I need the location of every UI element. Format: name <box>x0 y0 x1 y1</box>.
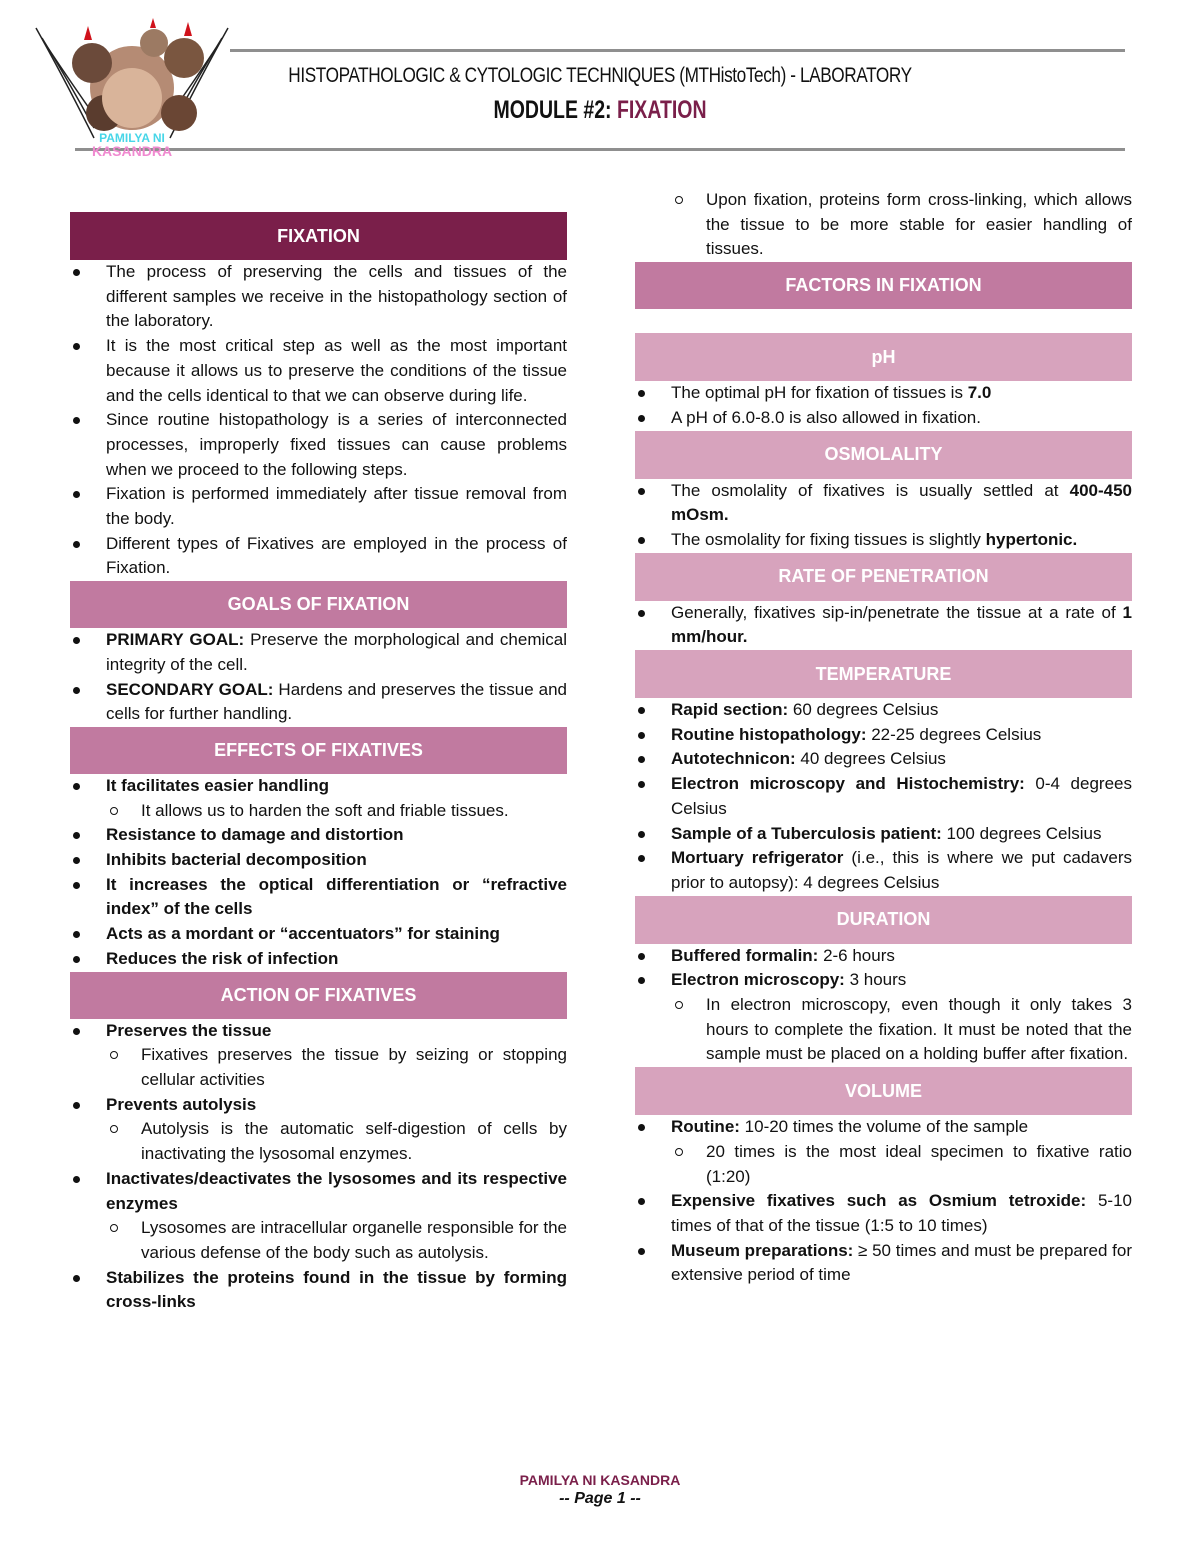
text-run: Fixation is performed immediately after tissue removal from the body. <box>106 484 567 529</box>
module-title <box>132 96 1068 125</box>
text-run: 0-4 degrees Celsius <box>671 774 1132 818</box>
sub-list-item <box>635 1140 1132 1189</box>
list-item <box>635 381 1132 406</box>
text-run: Different types of Fixatives are employed in the process of Fixation. <box>106 533 567 578</box>
bold-text: 7.0 <box>967 383 992 403</box>
bold-text: 400-450 mOsm. <box>671 480 1132 525</box>
bold-text: PRIMARY GOAL: <box>106 630 251 650</box>
section-goals-of-fixation <box>70 581 567 727</box>
text-run: The osmolality for fixing tissues is slightly <box>671 529 986 549</box>
bold-text: Expensive fixatives such as Osmium tetroxide: <box>671 1191 1098 1211</box>
section-effects-of-fixatives <box>70 727 567 972</box>
section-header: EFFECTS OF FIXATIVES <box>70 727 567 774</box>
bold-text: Preserves the tissue <box>106 1020 272 1040</box>
list-item <box>635 968 1132 993</box>
list-item <box>635 944 1132 969</box>
footer-group-name: PAMILYA NI KASANDRA <box>519 1472 681 1488</box>
section-header: pH <box>635 333 1132 381</box>
bullet-list <box>635 698 1132 896</box>
text-run: (i.e., this is where we put cadavers prior to autopsy): 4 degrees Celsius <box>671 848 1132 892</box>
section-factors-in-fixation <box>635 262 1132 309</box>
bold-text: It facilitates easier handling <box>106 775 329 795</box>
text-run: Generally, fixatives sip-in/penetrate the tissue at a rate of <box>671 602 1123 622</box>
text-run: A pH of 6.0-8.0 is also allowed in fixation. <box>671 407 981 427</box>
list-item <box>70 532 567 581</box>
text-run: 100 degrees Celsius <box>946 823 1102 843</box>
bold-text: Museum preparations: <box>671 1240 859 1260</box>
sub-list-item <box>635 993 1132 1067</box>
text-run: 10-20 times the volume of the sample <box>744 1117 1029 1137</box>
bold-text: Routine histopathology: <box>671 724 872 744</box>
text-run: Hardens and preserves the tissue and cells for further handling. <box>106 679 567 724</box>
bullet-list <box>635 1115 1132 1288</box>
list-item <box>70 1266 567 1315</box>
list-item <box>635 1189 1132 1238</box>
bold-text: Stabilizes the proteins found in the tissue by forming cross-links <box>106 1267 567 1312</box>
text-run: In electron microscopy, even though it only takes 3 hours to complete the fixation. It must be noted that the sample must be placed on a holding buffer after fixation. <box>706 995 1132 1064</box>
bold-text: Electron microscopy: <box>671 970 850 990</box>
list-item <box>70 678 567 727</box>
bold-text: 1 mm/hour. <box>671 602 1132 647</box>
bold-text: Mortuary refrigerator <box>671 848 852 868</box>
bold-text: Autotechnicon: <box>671 749 801 769</box>
section-volume <box>635 1067 1132 1288</box>
text-run: It allows us to harden the soft and friable tissues. <box>141 800 509 820</box>
bold-text: Resistance to damage and distortion <box>106 825 404 845</box>
text-run: The process of preserving the cells and tissues of the different samples we receive in the histopathology section of the laboratory. <box>106 262 567 331</box>
text-run: The optimal pH for fixation of tissues is <box>671 383 968 403</box>
list-item <box>635 1115 1132 1140</box>
text-run: 20 times is the most ideal specimen to fixative ratio (1:20) <box>706 1141 1132 1186</box>
list-item <box>70 774 567 799</box>
section-fixation <box>70 212 567 581</box>
module-topic: FIXATION <box>616 96 707 124</box>
list-item <box>635 723 1132 748</box>
section-continuation <box>635 188 1132 262</box>
page-number: -- Page 1 -- <box>559 1490 641 1507</box>
list-item <box>70 628 567 677</box>
text-run: 60 degrees Celsius <box>792 700 939 720</box>
list-item <box>70 482 567 531</box>
section-header: ACTION OF FIXATIVES <box>70 972 567 1019</box>
sub-list-item <box>70 799 567 824</box>
course-title: HISTOPATHOLOGIC & CYTOLOGIC TECHNIQUES (MTHistoTech) - LABORATORY <box>288 64 912 87</box>
section-header: VOLUME <box>635 1067 1132 1115</box>
family-logo <box>34 18 230 158</box>
list-item <box>70 260 567 334</box>
bold-text: Sample of a Tuberculosis patient: <box>671 823 947 843</box>
bold-text: It increases the optical differentiation or “refractive index” of the cells <box>106 874 567 919</box>
sub-list-item <box>635 188 1132 262</box>
left-column <box>70 212 567 1315</box>
text-run: The osmolality of fixatives is usually settled at <box>671 480 1070 500</box>
text-run: 22-25 degrees Celsius <box>871 724 1042 744</box>
section-ph <box>635 333 1132 430</box>
module-prefix: MODULE #2: <box>493 96 617 124</box>
text-run: Lysosomes are intracellular organelle responsible for the various defense of the body such as autolysis. <box>141 1218 567 1262</box>
bullet-list <box>635 601 1132 650</box>
list-item <box>70 1093 567 1118</box>
right-column <box>635 188 1132 1288</box>
sub-list-item <box>70 1043 567 1092</box>
text-run: Upon fixation, proteins form cross-linking, which allows the tissue to be more stable for easier handling of tissues. <box>706 190 1132 259</box>
section-header: RATE OF PENETRATION <box>635 553 1132 601</box>
bullet-list <box>70 774 567 972</box>
list-item <box>70 823 567 848</box>
list-item <box>635 479 1132 528</box>
text-run: 40 degrees Celsius <box>800 749 946 769</box>
bold-text: Buffered formalin: <box>671 945 824 965</box>
text-run: It is the most critical step as well as the most important because it allows us to preserve the conditions of the tissue and the cells identical to that we can observe during life. <box>106 336 567 405</box>
bold-text: Electron microscopy and Histochemistry: <box>671 774 1036 794</box>
section-header: FIXATION <box>70 212 567 260</box>
list-item <box>70 873 567 922</box>
text-run: 5-10 times of that of the tissue (1:5 to 10 times) <box>671 1191 1132 1235</box>
text-run: 3 hours <box>849 970 907 990</box>
list-item <box>635 846 1132 895</box>
bullet-list <box>635 479 1132 553</box>
svg-text:PAMILYA NI: PAMILYA NI <box>99 131 165 145</box>
section-header: TEMPERATURE <box>635 650 1132 698</box>
svg-text:KASANDRA: KASANDRA <box>91 143 173 158</box>
section-rate-of-penetration <box>635 553 1132 650</box>
section-osmolality <box>635 431 1132 553</box>
sub-list-item <box>70 1117 567 1166</box>
list-item <box>635 747 1132 772</box>
list-item <box>635 822 1132 847</box>
list-item <box>635 406 1132 431</box>
list-item <box>70 334 567 408</box>
section-header: GOALS OF FIXATION <box>70 581 567 628</box>
section-action-of-fixatives <box>70 972 567 1315</box>
list-item <box>635 601 1132 650</box>
bold-text: Rapid section: <box>671 700 793 720</box>
bullet-list <box>70 1019 567 1315</box>
sub-list-item <box>70 1216 567 1265</box>
list-item <box>70 408 567 482</box>
section-header: DURATION <box>635 896 1132 944</box>
list-item <box>70 1019 567 1044</box>
bold-text: Prevents autolysis <box>106 1094 257 1114</box>
bullet-list <box>70 260 567 581</box>
text-run: Autolysis is the automatic self-digestion of cells by inactivating the lysosomal enzymes. <box>141 1119 567 1164</box>
list-item <box>70 947 567 972</box>
list-item <box>70 848 567 873</box>
text-run: ≥ 50 times and must be prepared for extensive period of time <box>671 1240 1132 1285</box>
header-rule-bottom <box>75 148 1125 151</box>
bold-text: Inactivates/deactivates the lysosomes and its respective enzymes <box>106 1168 567 1213</box>
bold-text: SECONDARY GOAL: <box>106 679 279 699</box>
list-item <box>70 1167 567 1216</box>
section-duration <box>635 896 1132 1068</box>
bullet-list <box>70 628 567 727</box>
bullet-list <box>635 944 1132 1068</box>
bold-text: Acts as a mordant or “accentuators” for staining <box>106 924 500 944</box>
section-header: OSMOLALITY <box>635 431 1132 479</box>
text-run: 2-6 hours <box>823 945 895 965</box>
text-run: Preserve the morphological and chemical integrity of the cell. <box>106 630 567 674</box>
list-item <box>635 698 1132 723</box>
text-run: Since routine histopathology is a series of interconnected processes, improperly fixed tissues can cause problems when we proceed to the following steps. <box>106 410 567 479</box>
bullet-list <box>635 381 1132 430</box>
text-run: Fixatives preserves the tissue by seizing or stopping cellular activities <box>141 1045 567 1089</box>
bold-text: Reduces the risk of infection <box>106 948 339 968</box>
bold-text: Inhibits bacterial decomposition <box>106 850 367 870</box>
list-item <box>635 1239 1132 1288</box>
header-rule-top <box>230 49 1125 52</box>
section-header: FACTORS IN FIXATION <box>635 262 1132 309</box>
list-item <box>70 922 567 947</box>
bullet-list <box>635 188 1132 262</box>
bold-text: Routine: <box>671 1117 745 1137</box>
list-item <box>635 772 1132 821</box>
bold-text: hypertonic. <box>985 529 1078 549</box>
list-item <box>635 528 1132 553</box>
section-temperature <box>635 650 1132 896</box>
